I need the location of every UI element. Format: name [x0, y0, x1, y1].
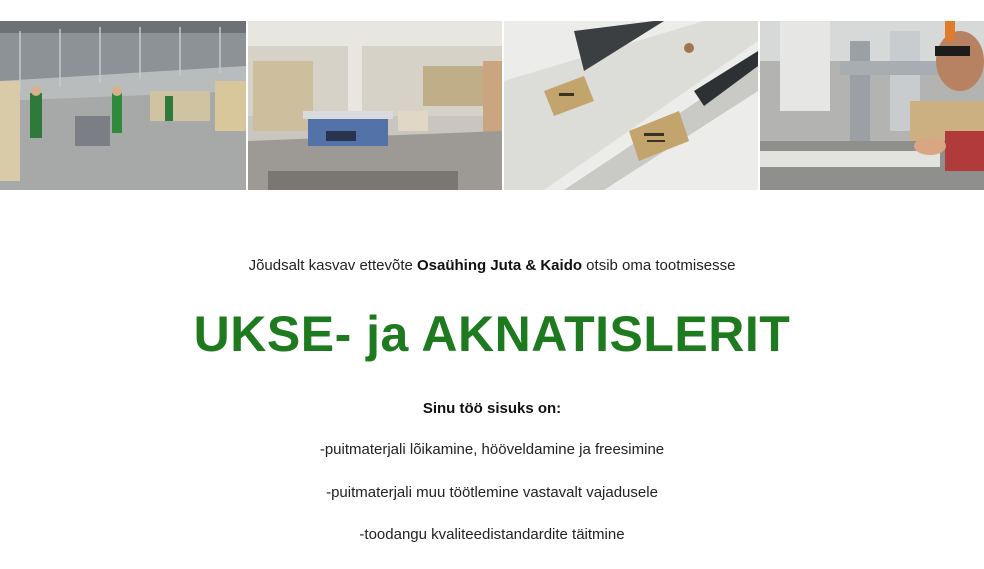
duties-title: Sinu töö sisuks on: — [422, 400, 562, 417]
job-title: UKSE- ja AKNATISLERIT — [193, 306, 791, 362]
saw-machine-photo — [248, 21, 502, 190]
intro-text — [0, 257, 984, 274]
worker-milling-photo — [760, 21, 984, 190]
workshop-photo — [0, 21, 246, 190]
intro-suffix: otsib oma tootmisesse — [582, 257, 736, 274]
duties-list — [0, 441, 984, 569]
duty-item: -puitmaterjali lõikamine, hööveldamine ja freesimine — [319, 441, 665, 458]
photo-banner — [0, 21, 984, 190]
company-name: Osaühing Juta & Kaido — [417, 257, 583, 274]
intro-prefix: Jõudsalt kasvav ettevõte — [248, 257, 417, 274]
window-frame-label-photo — [504, 21, 758, 190]
duty-item: -toodangu kvaliteedistandardite täitmine — [359, 526, 625, 543]
duty-item: -puitmaterjali muu töötlemine vastavalt vajadusele — [326, 483, 658, 501]
